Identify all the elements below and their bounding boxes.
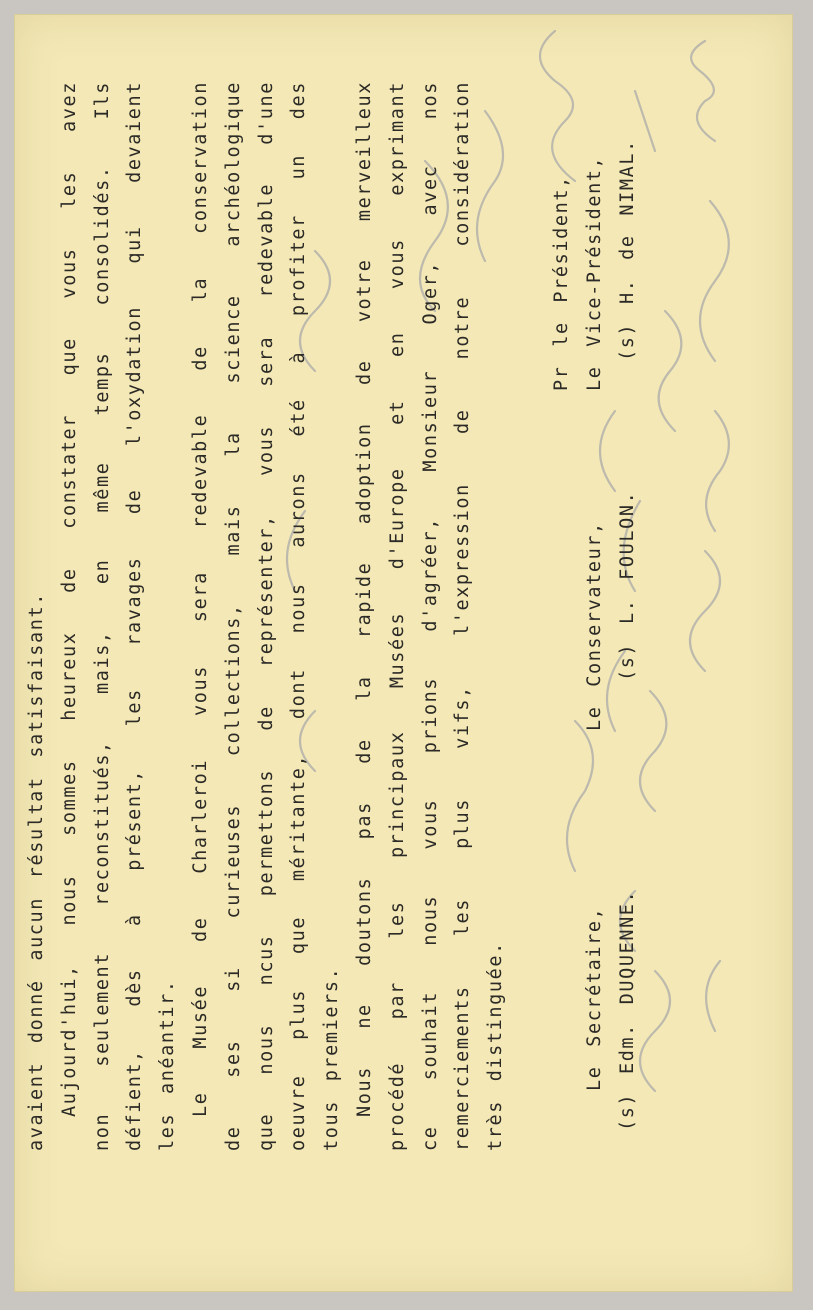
signature-row-titles: [578, 81, 611, 1151]
rotated-letter: [15, 15, 792, 1291]
body-line: ce souhait nous vous prions d'agréer, Monsieur Oger, avec nos: [419, 81, 441, 1151]
secretary-name: (s) Edm. DUQUENNE.: [616, 889, 638, 1131]
body-line: très distinguée.: [485, 941, 507, 1151]
body-line: tous premiers.: [321, 966, 343, 1151]
curator-name: (s) L. FOULON.: [616, 490, 638, 681]
body-line: non seulement reconstitués, mais, en même temps consolidés. Ils: [91, 81, 113, 1151]
letter-body: [21, 81, 644, 1151]
curator-title: Le Conservateur,: [583, 521, 605, 731]
signature-row-names: [611, 81, 644, 1151]
letter-page: [14, 14, 793, 1292]
body-line: procédé par les principaux Musées d'Europe et en vous exprimant: [386, 81, 408, 1151]
body-line: avaient donné aucun résultat satisfaisant.: [26, 592, 47, 1151]
body-line: oeuvre plus que méritante, dont nous aurons été à profiter un des: [288, 81, 310, 1151]
body-line: que nous ncus permettons de représenter, vous sera redevable d'une: [255, 81, 277, 1151]
body-line: Le Musée de Charleroi vous sera redevable de la conservation: [189, 81, 211, 1117]
body-line: les anéantir.: [157, 979, 179, 1151]
body-line: Aujourd'hui, nous sommes heureux de constater que vous les avez: [58, 81, 80, 1117]
body-line: Nous ne doutons pas de la rapide adoption de votre merveilleux: [353, 81, 375, 1117]
body-line: remerciements les plus vifs, l'expression de notre considération: [452, 81, 474, 1151]
president-signature: Pr le Président,: [550, 175, 572, 391]
vice-president-name: (s) H. de NIMAL.: [616, 139, 638, 361]
secretary-title: Le Secrétaire,: [583, 906, 605, 1091]
body-line: défient, dès à présent, les ravages de l'oxydation qui devaient: [124, 81, 146, 1151]
signature-row-president: [545, 81, 578, 1151]
body-line: de ses si curieuses collections, mais la science archéologique: [222, 81, 244, 1151]
vice-president-title: Le Vice-Président,: [583, 155, 605, 391]
